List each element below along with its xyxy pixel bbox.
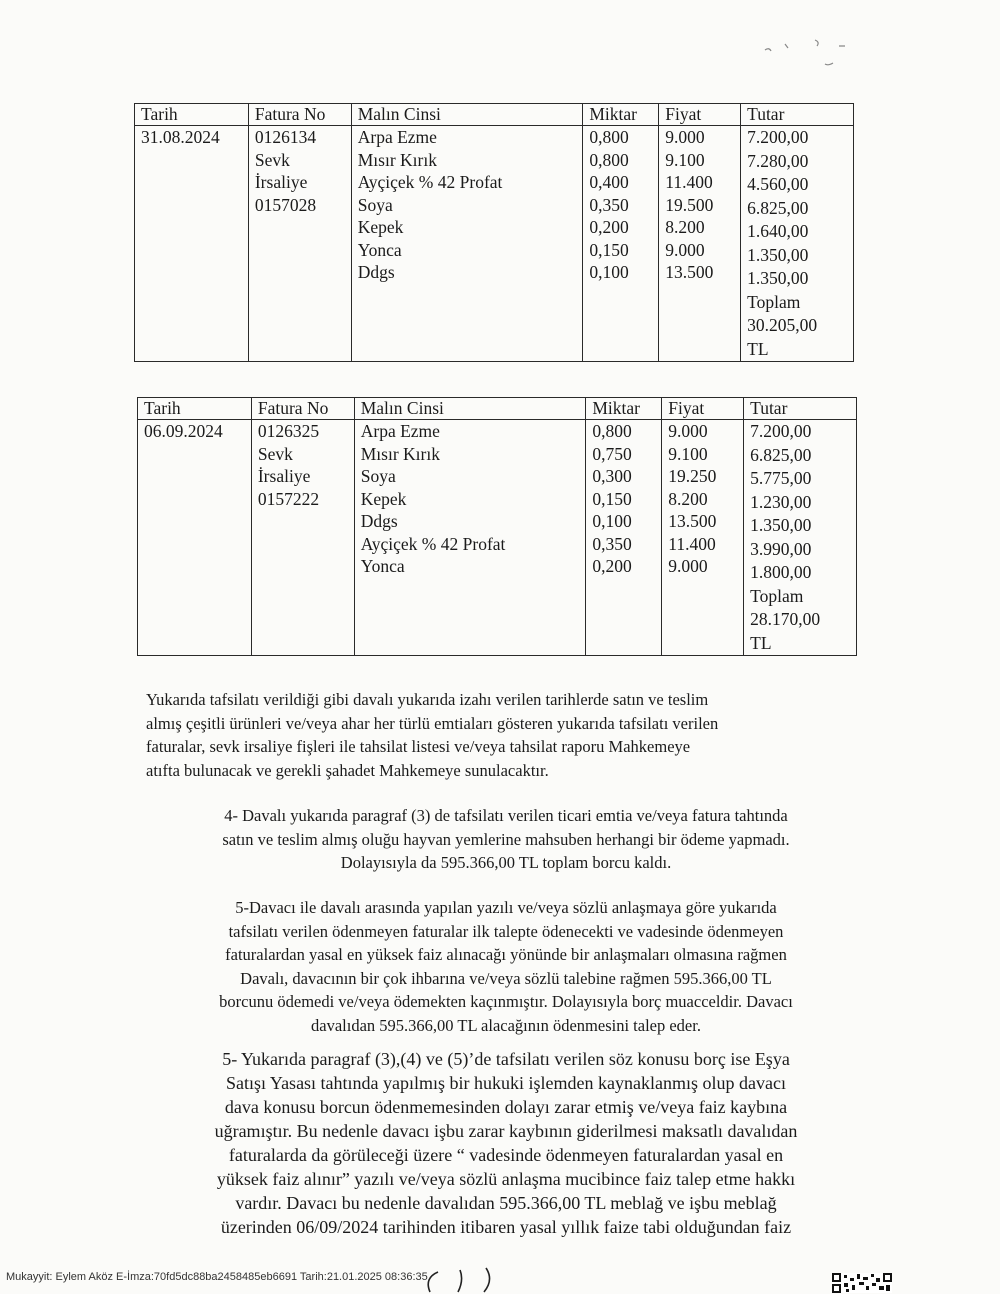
cell-malin-cinsi: Arpa Ezme Mısır Kırık Soya Kepek Ddgs Ayçiçek % 42 Profat Yonca <box>354 420 586 656</box>
header-fatura-no: Fatura No <box>248 104 351 126</box>
header-tarih: Tarih <box>135 104 249 126</box>
cell-fatura-no: 0126325 Sevk İrsaliye 0157222 <box>251 420 354 656</box>
invoice-table-2 <box>137 397 857 656</box>
cell-malin-cinsi: Arpa Ezme Mısır Kırık Ayçiçek % 42 Profat Soya Kepek Yonca Ddgs <box>351 126 583 362</box>
header-miktar: Miktar <box>586 398 662 420</box>
qr-code-icon <box>832 1273 892 1293</box>
cell-miktar: 0,800 0,750 0,300 0,150 0,100 0,350 0,200 <box>586 420 662 656</box>
cell-fatura-no: 0126134 Sevk İrsaliye 0157028 <box>248 126 351 362</box>
cell-fiyat: 9.000 9.100 11.400 19.500 8.200 9.000 13.500 <box>659 126 741 362</box>
header-fiyat: Fiyat <box>662 398 744 420</box>
table-header-row <box>138 398 857 420</box>
header-miktar: Miktar <box>583 104 659 126</box>
table-row <box>138 420 857 656</box>
header-tutar: Tutar <box>741 104 854 126</box>
header-malin-cinsi: Malın Cinsi <box>351 104 583 126</box>
cell-tutar: 7.200,00 7.280,00 4.560,00 6.825,00 1.640,00 1.350,00 1.350,00 Toplam 30.205,00 TL <box>741 126 854 362</box>
paragraph-documents: Yukarıda tafsilatı verildiği gibi davalı yukarıda izahı verilen tarihlerde satın ve teslim almış çeşitli ürünleri ve/veya ahar her türlü emtiaları gösteren yukarıda tafsilatı verilen faturalar, sevk irsaliye fişleri ile tahsilat listesi ve/veya tahsilat raporu Mahkemeye atıfta bulunacak ve gerekli şahadet Mahkemeye sunulacaktır. <box>146 690 719 780</box>
cell-miktar: 0,800 0,800 0,400 0,350 0,200 0,150 0,100 <box>583 126 659 362</box>
header-tarih: Tarih <box>138 398 252 420</box>
header-fatura-no: Fatura No <box>251 398 354 420</box>
header-malin-cinsi: Malın Cinsi <box>354 398 586 420</box>
cell-tutar: 7.200,00 6.825,00 5.775,00 1.230,00 1.350,00 3.990,00 1.800,00 Toplam 28.170,00 TL <box>744 420 857 656</box>
paragraph-5b: 5- Yukarıda paragraf (3),(4) ve (5)’de tafsilatı verilen söz konusu borç ise Eşya Satışı Yasası tahtında yapılmış bir hukuki işlemden kaynaklanmış olup davacı dava konusu borcun ödenmemesinden dolayı zarar etmiş ve/veya faiz kaybına uğramıştır. Bu nedenle davacı işbu zarar kaybının giderilmesi maksatlı davalıdan faturalarda da görüleceği üzere “ vadesinde ödenmeyen faturalardan yasal en yüksek faiz alınır” yazılı ve/veya sözlü anlaşma mucibince faiz talep etme hakkı vardır. Davacı bu nedenle davalıdan 595.366,00 TL meblağ ve işbu meblağ üzerinden 06/09/2024 tarihinden itibaren yasal yıllık faize tabi olduğundan faiz <box>214 1049 798 1237</box>
table-row <box>135 126 854 362</box>
cell-tarih: 31.08.2024 <box>135 126 249 362</box>
e-signature-footer: Mukayyit: Eylem Aköz E-İmza:70fd5dc88ba2458485eb6691 Tarih:21.01.2025 08:36:35 <box>6 1271 428 1283</box>
cell-fiyat: 9.000 9.100 19.250 8.200 13.500 11.400 9.000 <box>662 420 744 656</box>
header-fiyat: Fiyat <box>659 104 741 126</box>
table-header-row <box>135 104 854 126</box>
cell-tarih: 06.09.2024 <box>138 420 252 656</box>
header-tutar: Tutar <box>744 398 857 420</box>
scan-marks <box>755 30 865 80</box>
invoice-table-1 <box>134 103 854 362</box>
handwritten-mark <box>420 1266 500 1294</box>
paragraph-5a: 5-Davacı ile davalı arasında yapılan yazılı ve/veya sözlü anlaşmaya göre yukarıda tafsilatı verilen ödenmeyen faturalar ilk talepte ödenecekti ve vadesinde ödenmeyen faturalardan yasal en yüksek faiz alınacağı yönünde bir anlaşmaları olmasına rağmen Davalı, davacının bir çok ihbarına ve/veya sözlü talebine rağmen 595.366,00 TL borcunu ödemedi ve/veya ödemekten kaçınmıştır. Dolayısıyla borç muacceldir. Davacı davalıdan 595.366,00 TL alacağının ödenmesini talep eder. <box>219 898 793 1035</box>
paragraph-4: 4- Davalı yukarıda paragraf (3) de tafsilatı verilen ticari emtia ve/veya fatura tahtında satın ve teslim almış oluğu hayvan yemlerine mahsuben herhangi bir ödeme yapmadı. Dolayısıyla da 595.366,00 TL toplam borcu kaldı. <box>222 806 790 872</box>
